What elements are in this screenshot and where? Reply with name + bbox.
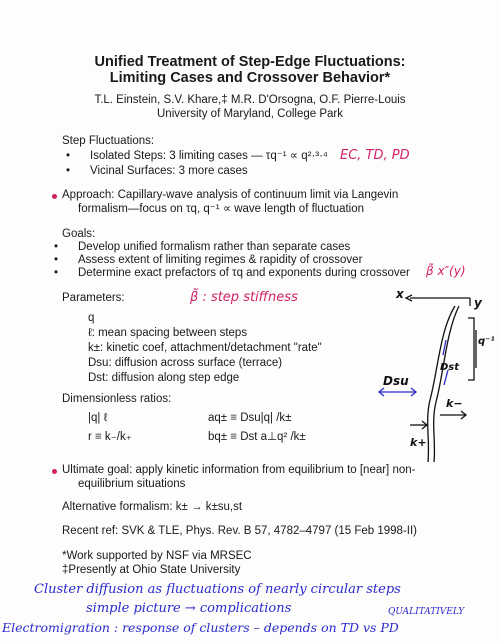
handwritten-step-stiffness: β̃ : step stiffness (190, 290, 298, 305)
diagram-dst-label: Dst (440, 362, 460, 373)
goal-item-2: • Assess extent of limiting regimes & rapidity of crossover (78, 254, 362, 267)
handwritten-electromigration: Electromigration : response of clusters – depends on TD vs PD (2, 620, 399, 635)
ultimate-line-1: Ultimate goal: apply kinetic information from equilibrium to [near] non- (62, 464, 416, 476)
param-q: q (88, 312, 95, 324)
diagram-dsu-label: Dsu (383, 374, 409, 388)
ratio-r: r ≡ k₋/k₊ (88, 431, 132, 443)
affiliation: University of Maryland, College Park (157, 108, 343, 120)
parameters-heading: Parameters: (62, 292, 125, 304)
recent-ref: Recent ref: SVK & TLE, Phys. Rev. B 57, 4782–4797 (15 Feb 1998-II) (62, 525, 417, 537)
handwritten-cluster-diffusion: Cluster diffusion as fluctuations of nearly circular steps (34, 582, 401, 597)
step-fluct-vicinal: • Vicinal Surfaces: 3 more cases (90, 165, 248, 178)
param-dst: Dst: diffusion along step edge (88, 372, 240, 384)
ratio-ql: |q| ℓ (88, 412, 108, 424)
step-fluct-heading: Step Fluctuations: (62, 135, 155, 147)
param-spacing: ℓ: mean spacing between steps (88, 327, 248, 339)
alternative-formalism: Alternative formalism: k± → k±su,st (62, 501, 243, 513)
handwritten-qualitatively: QUALITATIVELY (388, 607, 465, 617)
ratio-bq: bq± ≡ Dst a⊥q² /k± (208, 431, 306, 443)
dimensionless-heading: Dimensionless ratios: (62, 393, 172, 405)
param-kinetic: k±: kinetic coef, attachment/detachment "rate" (88, 342, 322, 354)
diagram-y-label: y (474, 296, 482, 310)
title-line-1: Unified Treatment of Step-Edge Fluctuations: (94, 54, 406, 70)
approach-line-1: Approach: Capillary-wave analysis of continuum limit via Langevin (62, 189, 399, 201)
goals-heading: Goals: (62, 228, 96, 240)
ratio-aq: aq± ≡ Dsu|q| /k± (208, 412, 292, 424)
step-fluct-isolated: • Isolated Steps: 3 limiting cases — τq⁻¹ ∝ q²·³·⁴ (90, 150, 328, 163)
diagram-qinv-label: q⁻¹ (478, 336, 495, 347)
param-dsu: Dsu: diffusion across surface (terrace) (88, 357, 283, 369)
approach-line-2: formalism—focus on τq, q⁻¹ ∝ wave length of fluctuation (78, 203, 365, 215)
handwritten-beta-xy: β̃ x″(y) (426, 264, 466, 278)
title-line-2: Limiting Cases and Crossover Behavior* (109, 70, 391, 86)
footnote-ohio: ‡Presently at Ohio State University (62, 564, 241, 576)
goal-item-1: • Develop unified formalism rather than separate cases (78, 241, 350, 254)
handwritten-simple-picture: simple picture → complications (86, 601, 292, 616)
ultimate-line-2: equilibrium situations (78, 478, 186, 490)
diagram-kminus-label: k− (446, 397, 463, 410)
diagram-kplus-label: k+ (410, 436, 427, 449)
diagram-x-label: x (396, 287, 404, 301)
goal-item-3: • Determine exact prefactors of τq and exponents during crossover (78, 267, 410, 280)
handwritten-ec-td-pd: EC, TD, PD (340, 148, 410, 163)
footnote-nsf: *Work supported by NSF via MRSEC (62, 550, 252, 562)
authors: T.L. Einstein, S.V. Khare,‡ M.R. D'Orsogna, O.F. Pierre-Louis (94, 94, 406, 106)
